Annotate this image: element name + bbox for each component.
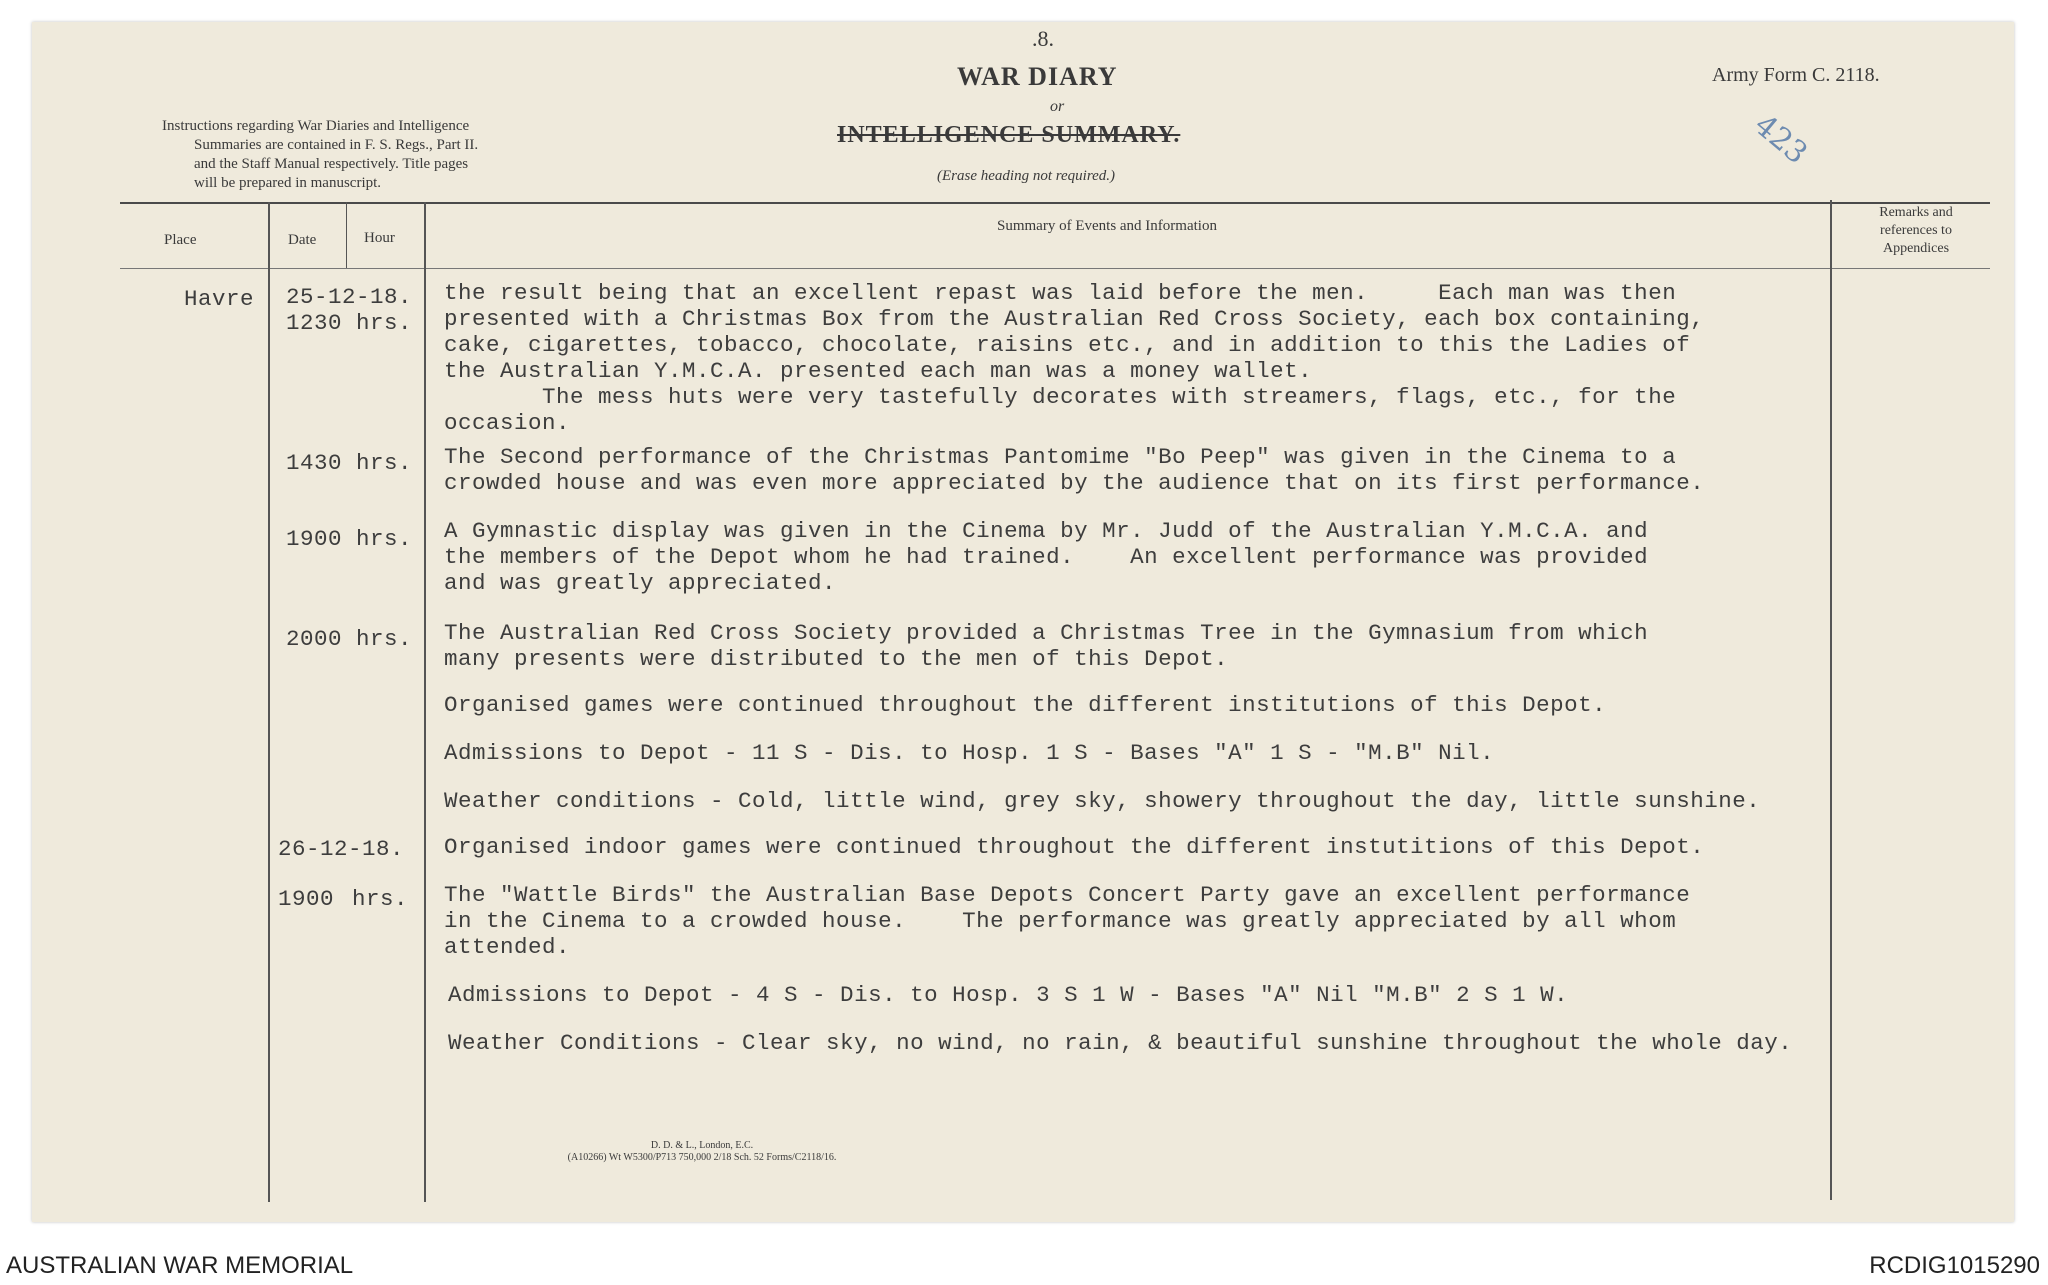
entry-text-wattle-birds: The "Wattle Birds" the Australian Base Depots Concert Party gave an excellent performance in the Cinema to a crowded house. The performance was greatly appreciated by all whom attended. [444,882,1691,960]
or-label: or [1050,98,1065,115]
entry-hour-2000: 2000 hrs. [286,626,413,652]
army-form-number: Army Form C. 2118. [1712,64,1880,86]
entry-text-christmas-tree: The Australian Red Cross Society provided a Christmas Tree in the Gymnasium from which many presents were distributed to the men of this Depot. [444,620,1649,672]
archive-caption-left: AUSTRALIAN WAR MEMORIAL [6,1252,354,1279]
entry-text-christmas-box: the result being that an excellent repast was laid before the men. Each man was then presented with a Christmas Box from the Australian Red Cross Society, each box containing, cake, cigarettes, tobacco, chocolate, raisins etc., and in addition to this the Ladies of the Australian Y.M.C.A. presented each man was a money wallet. The mess huts were very tastefully decorates with streamers, flags, etc., for the occasion. [444,280,1705,436]
entry-text-indoor-games: Organised indoor games were continued throughout the different instutitions of this Depot. [444,834,1705,860]
archive-caption-right: RCDIG1015290 [1869,1252,2040,1279]
entry-text-admissions-26: Admissions to Depot - 4 S - Dis. to Hosp. 3 S 1 W - Bases "A" Nil "M.B" 2 S 1 W. [448,982,1569,1008]
entry-hour-hrs-26: hrs. [352,886,409,912]
entry-text-weather-25: Weather conditions - Cold, little wind, grey sky, showery throughout the day, little sunshine. [444,788,1761,814]
entry-text-pantomime: The Second performance of the Christmas Pantomime "Bo Peep" was given in the Cinema to a crowded house and was even more appreciated by the audience that on its first performance. [444,444,1705,496]
entry-date-25-12-18: 25-12-18. [286,284,413,310]
column-divider-place [268,202,270,1202]
entry-text-organised-games: Organised games were continued throughout the different institutions of this Depot. [444,692,1607,718]
entry-date-26-12-18: 26-12-18. [278,836,405,862]
table-top-rule [120,202,1990,204]
entry-date-1900-26: 1900 [278,886,335,912]
entry-text-admissions-25: Admissions to Depot - 11 S - Dis. to Hosp. 1 S - Bases "A" 1 S - "M.B" Nil. [444,740,1495,766]
summary-column-header: Summary of Events and Information [997,218,1217,234]
page-number: .8. [1032,26,1054,51]
entry-text-gymnastic-display: A Gymnastic display was given in the Cinema by Mr. Judd of the Australian Y.M.C.A. and the members of the Depot whom he had trained. An excellent performance was provided and was greatly appreciated. [444,518,1649,596]
date-column-header: Date [288,232,317,248]
entry-hour-1900: 1900 hrs. [286,526,413,552]
entry-text-weather-26: Weather Conditions - Clear sky, no wind, no rain, & beautiful sunshine throughout the whole day. [448,1030,1793,1056]
erase-note: (Erase heading not required.) [937,168,1116,184]
table-header-rule [120,268,1990,269]
summary-subtitle: INTELLIGENCE SUMMARY. [837,122,1181,148]
column-divider-hour [424,202,426,1202]
entry-place-havre: Havre [184,286,255,312]
hour-column-header: Hour [364,230,395,246]
remarks-column-header: Remarks and references to Appendices [1879,205,1953,256]
printer-imprint: D. D. & L., London, E.C. (A10266) Wt W5300/P713 750,000 2/18 Sch. 52 Forms/C2118/16. [567,1140,837,1163]
diary-page [32,22,2014,1222]
instructions-note: Instructions regarding War Diaries and Intelligence Summaries are contained in F. S. Regs., Part II. and the Staff Manual respectively. Title pages will be prepared in manuscript. [162,118,479,191]
entry-hour-1430: 1430 hrs. [286,450,413,476]
place-column-header: Place [164,232,197,248]
entry-hour-1230: 1230 hrs. [286,310,413,336]
column-divider-date [346,202,347,268]
handwritten-folio-number: 423 [1747,107,1814,172]
diary-title: WAR DIARY [957,62,1118,91]
